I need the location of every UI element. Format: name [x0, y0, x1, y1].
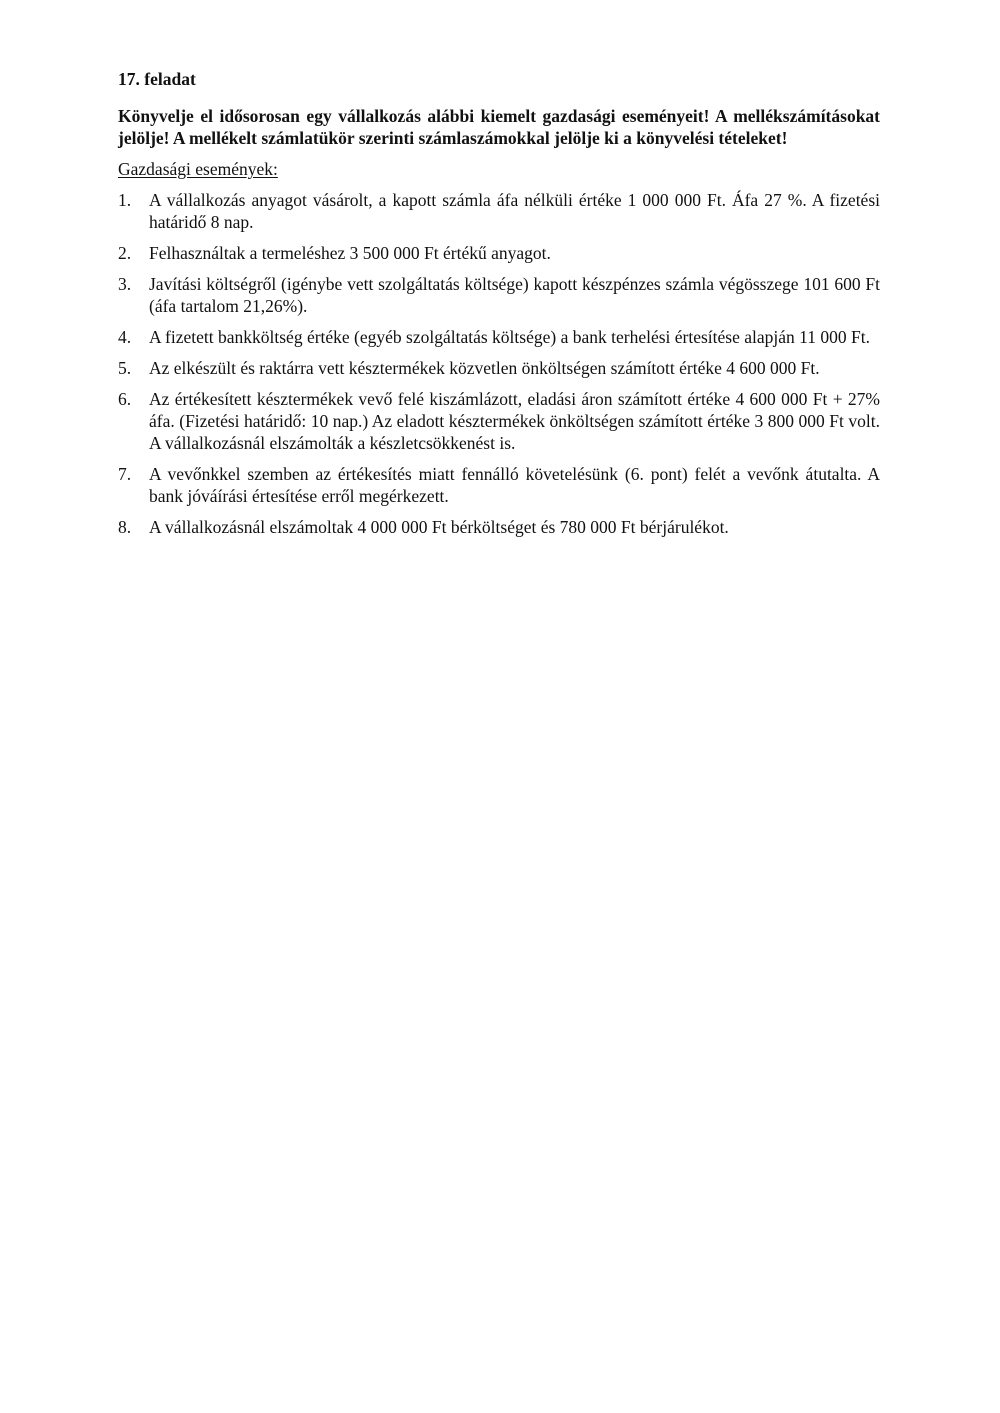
event-text: Az elkészült és raktárra vett késztermékek közvetlen önköltségen számított értéke 4 600 000 Ft. [149, 358, 820, 378]
event-item [118, 388, 880, 454]
event-item [118, 242, 880, 264]
event-text: A fizetett bankköltség értéke (egyéb szolgáltatás költsége) a bank terhelési értesítése alapján 11 000 Ft. [149, 327, 870, 347]
event-text: Javítási költségről (igénybe vett szolgáltatás költsége) kapott készpénzes számla végösszege 101 600 Ft (áfa tartalom 21,26%). [149, 274, 880, 316]
event-number: 8. [118, 517, 132, 537]
event-number: 2. [118, 243, 132, 263]
event-number: 6. [118, 389, 132, 409]
event-number: 3. [118, 274, 132, 294]
event-item [118, 189, 880, 233]
event-item [118, 516, 880, 538]
task-title: 17. feladat [118, 69, 196, 89]
event-item [118, 357, 880, 379]
event-number: 5. [118, 358, 132, 378]
event-text: Felhasználtak a termeléshez 3 500 000 Ft értékű anyagot. [149, 243, 551, 263]
event-text: A vállalkozás anyagot vásárolt, a kapott számla áfa nélküli értéke 1 000 000 Ft. Áfa 27 %. A fizetési határidő 8 nap. [149, 190, 880, 232]
event-item [118, 463, 880, 507]
task-instructions: Könyvelje el idősorosan egy vállalkozás alábbi kiemelt gazdasági eseményeit! A mellékszámításokat jelölje! A mellékelt számlatükör szerinti számlaszámokkal jelölje ki a könyvelési tételeket! [118, 106, 880, 148]
event-item [118, 326, 880, 348]
document-page [118, 68, 880, 547]
event-text: Az értékesített késztermékek vevő felé kiszámlázott, eladási áron számított értéke 4 600 000 Ft + 27% áfa. (Fizetési határidő: 10 nap.) Az eladott késztermékek önköltségen számított értéke 3 800 000 Ft volt. A vállalkozásnál elszámolták a készletcsökkenést is. [149, 389, 880, 453]
events-heading: Gazdasági események: [118, 159, 278, 179]
event-item [118, 273, 880, 317]
event-list [118, 189, 880, 538]
event-text: A vállalkozásnál elszámoltak 4 000 000 Ft bérköltséget és 780 000 Ft bérjárulékot. [149, 517, 729, 537]
event-number: 7. [118, 464, 132, 484]
event-text: A vevőnkkel szemben az értékesítés miatt fennálló követelésünk (6. pont) felét a vevőnk átutalta. A bank jóváírási értesítése erről megérkezett. [149, 464, 880, 506]
event-number: 4. [118, 327, 132, 347]
event-number: 1. [118, 190, 132, 210]
